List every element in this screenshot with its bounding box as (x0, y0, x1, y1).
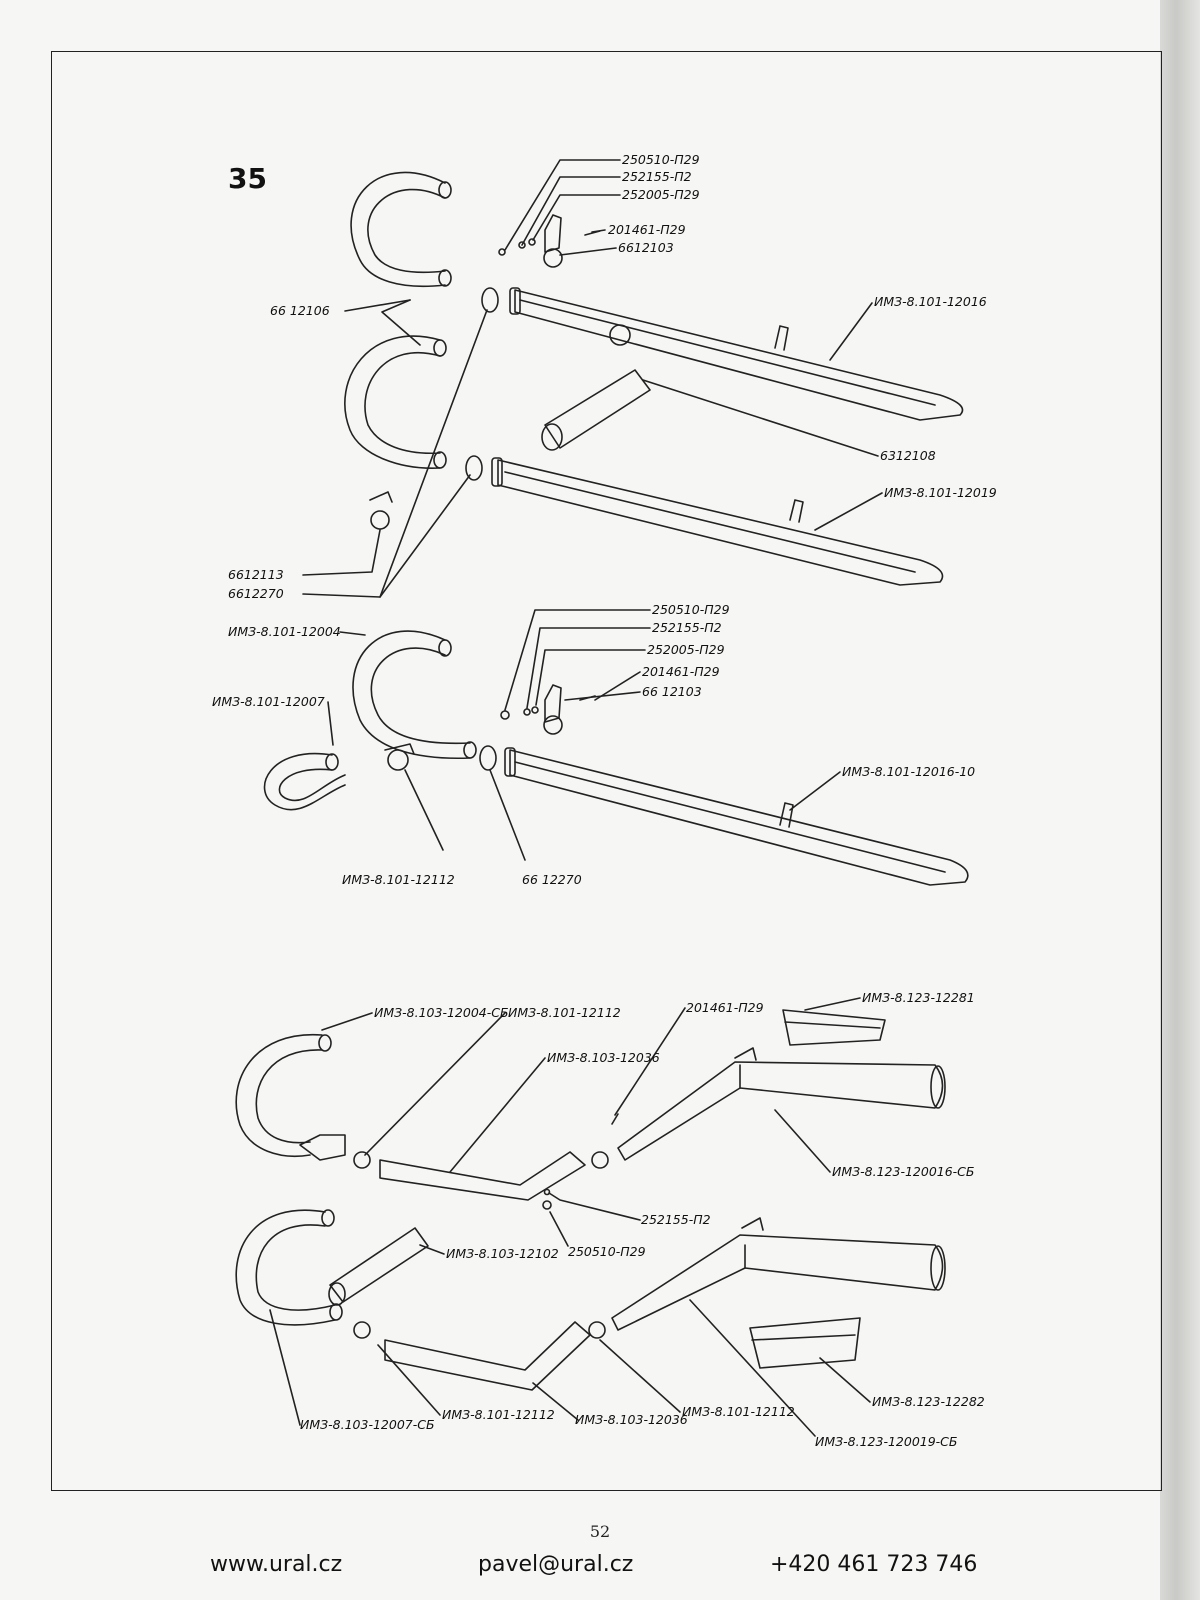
figure-number: 35 (228, 162, 267, 195)
bent-exhaust-pipe-4 (265, 754, 345, 810)
footer-phone: +420 461 723 746 (770, 1552, 978, 1577)
part-label: 252155-П2 (652, 620, 722, 635)
part-label: 66 12103 (642, 684, 702, 699)
part-label: 201461-П29 (686, 1000, 764, 1015)
heat-shield-2 (750, 1318, 860, 1368)
part-label: 252155-П2 (641, 1212, 711, 1227)
part-label: ИМЗ-8.101-12016-10 (842, 764, 976, 779)
page-number: 52 (589, 1522, 611, 1541)
pipe-clamp (354, 1152, 370, 1168)
part-label: ИМЗ-8.103-12102 (446, 1246, 559, 1261)
footer-email: pavel@ural.cz (478, 1552, 634, 1577)
part-label: ИМЗ-8.103-12036 (575, 1412, 688, 1427)
connecting-pipe-straight (329, 1228, 428, 1305)
footer-website: www.ural.cz (210, 1552, 343, 1577)
part-label: ИМЗ-8.101-12007 (212, 694, 325, 709)
part-label: ИМЗ-8.123-12282 (872, 1394, 985, 1409)
part-label: ИМЗ-8.101-12112 (508, 1005, 621, 1020)
part-label: 250510-П29 (652, 602, 730, 617)
part-label: ИМЗ-8.123-120016-СБ (832, 1164, 975, 1179)
part-label: ИМЗ-8.101-12019 (884, 485, 997, 500)
muffler-4 (618, 1048, 945, 1160)
muffler-2 (492, 458, 943, 585)
part-label: ИМЗ-8.101-12016 (874, 294, 987, 309)
clamp-ring (480, 746, 496, 770)
bent-exhaust-pipe-6 (236, 1210, 342, 1325)
connecting-pipe-lower (385, 1322, 590, 1390)
bent-exhaust-pipe-3 (353, 631, 476, 758)
part-label: 6612270 (228, 586, 284, 601)
muffler-5 (612, 1218, 945, 1330)
hardware-set-top (499, 215, 600, 267)
part-label: 250510-П29 (622, 152, 700, 167)
bent-exhaust-pipe-1 (351, 172, 451, 286)
cross-pipe (542, 370, 650, 450)
pipe-clamp (354, 1322, 370, 1338)
pipe-clamp (589, 1322, 605, 1338)
part-label: 66 12270 (522, 872, 582, 887)
part-label: 6312108 (880, 448, 936, 463)
part-label: 66 12106 (270, 303, 330, 318)
part-label: 252005-П29 (647, 642, 725, 657)
part-label: ИМЗ-8.123-120019-СБ (815, 1434, 958, 1449)
small-clamp (370, 492, 392, 529)
part-label: 6612113 (228, 567, 284, 582)
part-label: ИМЗ-8.101-12112 (682, 1404, 795, 1419)
bent-exhaust-pipe-5 (236, 1035, 345, 1160)
part-label: ИМЗ-8.101-12004 (228, 624, 341, 639)
part-label: 201461-П29 (642, 664, 720, 679)
hardware-set-middle (501, 685, 595, 734)
part-label: 250510-П29 (568, 1244, 646, 1259)
part-label: 201461-П29 (608, 222, 686, 237)
pipe-clamp (385, 744, 414, 770)
bent-exhaust-pipe-2 (345, 336, 446, 468)
part-label: ИМЗ-8.103-12007-СБ (300, 1417, 435, 1432)
clamp-ring (482, 288, 498, 312)
heat-shield-1 (783, 1010, 885, 1045)
part-label: ИМЗ-8.101-12112 (342, 872, 455, 887)
part-label: ИМЗ-8.103-12036 (547, 1050, 660, 1065)
pipe-clamp (592, 1152, 608, 1168)
part-label: ИМЗ-8.101-12112 (442, 1407, 555, 1422)
part-label: 6612103 (618, 240, 674, 255)
part-label: ИМЗ-8.103-12004-СБ (374, 1005, 509, 1020)
part-label: ИМЗ-8.123-12281 (862, 990, 975, 1005)
part-label: 252155-П2 (622, 169, 692, 184)
connecting-pipe-upper (380, 1152, 585, 1200)
part-label: 252005-П29 (622, 187, 700, 202)
